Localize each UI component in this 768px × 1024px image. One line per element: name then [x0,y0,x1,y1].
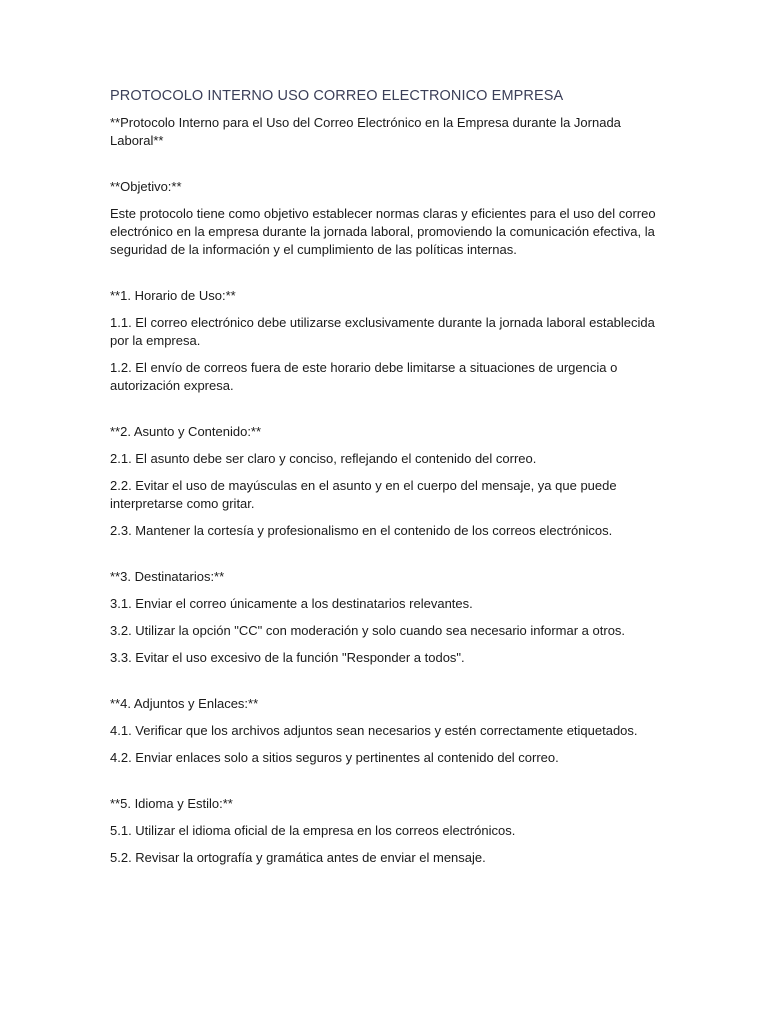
section-heading: **4. Adjuntos y Enlaces:** [110,696,259,711]
section-item: 3.2. Utilizar la opción "CC" con moderación y solo cuando sea necesario informar a otros. [110,623,626,638]
document-subtitle: **Protocolo Interno para el Uso del Correo Electrónico en la Empresa durante la Jornada Laboral** [110,115,621,148]
document-page [110,86,670,867]
section-heading: **5. Idioma y Estilo:** [110,796,233,811]
section-item: 3.1. Enviar el correo únicamente a los destinatarios relevantes. [110,596,473,611]
section-heading: **2. Asunto y Contenido:** [110,424,262,439]
section-item: 4.1. Verificar que los archivos adjuntos sean necesarios y estén correctamente etiquetados. [110,723,638,738]
objective-text: Este protocolo tiene como objetivo establecer normas claras y eficientes para el uso del correo electrónico en la empresa durante la jornada laboral, promoviendo la comunicación efectiva, la seguridad de la información y el cumplimiento de las políticas internas. [110,206,656,257]
section-heading: **3. Destinatarios:** [110,569,225,584]
section-item: 1.1. El correo electrónico debe utilizarse exclusivamente durante la jornada laboral establecida por la empresa. [110,315,655,348]
section-item: 1.2. El envío de correos fuera de este horario debe limitarse a situaciones de urgencia o autorización expresa. [110,360,618,393]
section-item: 5.2. Revisar la ortografía y gramática antes de enviar el mensaje. [110,850,486,865]
section-item: 2.1. El asunto debe ser claro y conciso, reflejando el contenido del correo. [110,451,537,466]
section-heading: **1. Horario de Uso:** [110,288,236,303]
section-item: 2.2. Evitar el uso de mayúsculas en el asunto y en el cuerpo del mensaje, ya que puede interpretarse como gritar. [110,478,617,511]
section-item: 4.2. Enviar enlaces solo a sitios seguros y pertinentes al contenido del correo. [110,750,559,765]
document-title: PROTOCOLO INTERNO USO CORREO ELECTRONICO EMPRESA [110,88,564,104]
section-item: 2.3. Mantener la cortesía y profesionalismo en el contenido de los correos electrónicos. [110,523,613,538]
objective-heading: **Objetivo:** [110,179,182,194]
section-item: 3.3. Evitar el uso excesivo de la función "Responder a todos". [110,650,465,665]
section-item: 5.1. Utilizar el idioma oficial de la empresa en los correos electrónicos. [110,823,516,838]
